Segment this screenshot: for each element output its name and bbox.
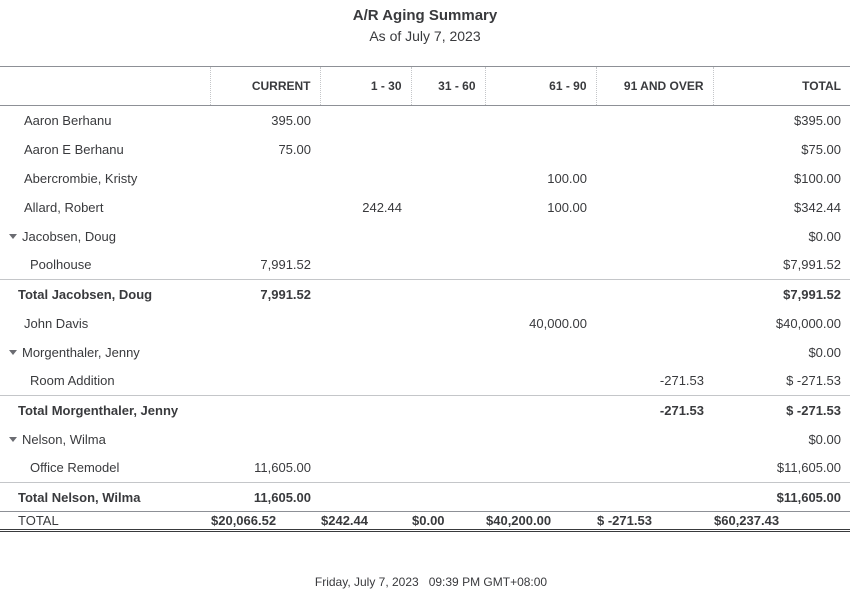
cell-total[interactable]: $11,605.00 <box>713 483 850 512</box>
grand-total-1-30[interactable]: $242.44 <box>320 512 411 531</box>
row-name-label: Allard, Robert <box>24 199 104 215</box>
cell-61-90 <box>485 396 596 425</box>
cell-1-30 <box>320 367 411 396</box>
column-header-total[interactable]: TOTAL <box>713 67 850 106</box>
customer-group-row <box>0 425 850 454</box>
cell-1-30 <box>320 251 411 280</box>
project-row <box>0 251 850 280</box>
report-date-subtitle: As of July 7, 2023 <box>369 28 481 44</box>
cell-61-90[interactable]: 100.00 <box>547 199 587 215</box>
cell-total[interactable]: $40,000.00 <box>775 315 841 331</box>
row-name-label: Total Nelson, Wilma <box>18 489 141 505</box>
grand-total-91-and-over[interactable]: $ -271.53 <box>596 512 713 531</box>
cell-total[interactable]: $342.44 <box>794 199 841 215</box>
cell-61-90 <box>485 425 596 454</box>
cell-61-90 <box>485 106 596 135</box>
cell-61-90[interactable]: 100.00 <box>547 170 587 186</box>
row-name-cell[interactable] <box>0 396 210 425</box>
report-timestamp-footer: Friday, July 7, 2023 09:39 PM GMT+08:00 <box>314 575 548 589</box>
cell-91-and-over <box>596 309 713 338</box>
cell-91-and-over <box>596 135 713 164</box>
column-header-name[interactable] <box>0 67 210 106</box>
cell-total[interactable]: $0.00 <box>808 228 841 244</box>
cell-1-30 <box>320 222 411 251</box>
grand-total-31-60[interactable]: $0.00 <box>411 512 485 531</box>
row-name-label: Jacobsen, Doug <box>22 228 116 244</box>
row-name-label: Morgenthaler, Jenny <box>22 344 140 360</box>
customer-total-row <box>0 483 850 512</box>
cell-61-90 <box>485 222 596 251</box>
cell-91-and-over <box>596 280 713 309</box>
row-name-label: Room Addition <box>30 373 115 389</box>
customer-group-row <box>0 222 850 251</box>
cell-31-60 <box>411 135 485 164</box>
cell-91-and-over[interactable]: -271.53 <box>659 373 704 389</box>
cell-current <box>210 367 320 396</box>
cell-total[interactable]: $7,991.52 <box>783 257 841 273</box>
column-header-91-and-over[interactable]: 91 AND OVER <box>596 67 713 106</box>
collapse-caret-icon[interactable] <box>9 350 17 355</box>
row-name-label: Poolhouse <box>30 257 92 273</box>
cell-91-and-over <box>596 193 713 222</box>
project-row <box>0 367 850 396</box>
cell-91-and-over <box>596 483 713 512</box>
row-name-label: Total Morgenthaler, Jenny <box>18 402 179 418</box>
table-row <box>0 106 850 135</box>
cell-61-90 <box>485 483 596 512</box>
row-name-cell[interactable] <box>0 483 210 512</box>
cell-current <box>210 396 320 425</box>
cell-91-and-over <box>596 164 713 193</box>
customer-total-row <box>0 280 850 309</box>
row-name-label: Abercrombie, Kristy <box>24 170 138 186</box>
cell-61-90 <box>485 454 596 483</box>
cell-31-60 <box>411 193 485 222</box>
cell-31-60 <box>411 222 485 251</box>
report-rows <box>0 106 850 512</box>
customer-group-row <box>0 338 850 367</box>
cell-91-and-over <box>596 425 713 454</box>
table-row <box>0 309 850 338</box>
cell-61-90 <box>485 280 596 309</box>
cell-31-60 <box>411 425 485 454</box>
cell-current <box>210 338 320 367</box>
cell-1-30[interactable]: 242.44 <box>362 199 402 215</box>
row-name-cell[interactable] <box>0 222 210 251</box>
cell-total[interactable]: $11,605.00 <box>776 460 841 476</box>
row-name-cell[interactable] <box>0 251 210 280</box>
cell-total[interactable]: $7,991.52 <box>713 280 850 309</box>
column-header-current[interactable]: CURRENT <box>210 67 320 106</box>
grand-total-label: TOTAL <box>0 512 210 531</box>
cell-1-30 <box>320 280 411 309</box>
aging-table <box>0 66 850 532</box>
customer-total-row <box>0 396 850 425</box>
row-name-cell[interactable] <box>0 425 210 454</box>
column-header-1-30[interactable]: 1 - 30 <box>320 67 411 106</box>
cell-31-60 <box>411 483 485 512</box>
cell-current <box>210 164 320 193</box>
cell-31-60 <box>411 338 485 367</box>
cell-31-60 <box>411 251 485 280</box>
grand-total-total[interactable]: $60,237.43 <box>713 512 850 531</box>
cell-total[interactable]: $0.00 <box>808 431 841 447</box>
cell-61-90[interactable]: 40,000.00 <box>529 315 587 331</box>
cell-61-90 <box>485 251 596 280</box>
cell-current <box>210 425 320 454</box>
cell-current <box>210 193 320 222</box>
cell-current[interactable]: 11,605.00 <box>254 460 311 476</box>
row-name-cell[interactable] <box>0 309 210 338</box>
column-header-61-90[interactable]: 61 - 90 <box>485 67 596 106</box>
cell-31-60 <box>411 280 485 309</box>
cell-current[interactable]: 75.00 <box>278 141 311 157</box>
cell-1-30 <box>320 425 411 454</box>
row-name-cell[interactable] <box>0 135 210 164</box>
cell-current[interactable]: 11,605.00 <box>210 483 320 512</box>
cell-total[interactable]: $ -271.53 <box>713 396 850 425</box>
row-name-cell[interactable] <box>0 280 210 309</box>
cell-1-30 <box>320 396 411 425</box>
row-name-cell[interactable] <box>0 454 210 483</box>
row-name-label: John Davis <box>24 315 89 331</box>
row-name-label: Total Jacobsen, Doug <box>18 286 153 302</box>
cell-61-90 <box>485 135 596 164</box>
column-header-row <box>0 67 850 106</box>
cell-91-and-over <box>596 106 713 135</box>
table-row <box>0 193 850 222</box>
cell-total[interactable]: $100.00 <box>794 170 841 186</box>
cell-91-and-over <box>596 338 713 367</box>
cell-current <box>210 222 320 251</box>
cell-total[interactable]: $ -271.53 <box>786 373 841 389</box>
row-name-label: Aaron Berhanu <box>24 112 112 128</box>
cell-1-30 <box>320 135 411 164</box>
cell-91-and-over <box>596 222 713 251</box>
cell-61-90 <box>485 367 596 396</box>
cell-current[interactable]: 7,991.52 <box>260 257 311 273</box>
row-name-cell[interactable] <box>0 106 210 135</box>
cell-31-60 <box>411 367 485 396</box>
cell-31-60 <box>411 396 485 425</box>
row-name-cell[interactable] <box>0 338 210 367</box>
cell-current <box>210 309 320 338</box>
cell-31-60 <box>411 106 485 135</box>
cell-total[interactable]: $75.00 <box>801 141 841 157</box>
row-name-cell[interactable] <box>0 164 210 193</box>
cell-total[interactable]: $0.00 <box>808 344 841 360</box>
cell-31-60 <box>411 454 485 483</box>
row-name-label: Aaron E Berhanu <box>24 141 124 157</box>
collapse-caret-icon[interactable] <box>9 234 17 239</box>
cell-31-60 <box>411 309 485 338</box>
cell-1-30 <box>320 309 411 338</box>
cell-91-and-over <box>596 454 713 483</box>
grand-total-61-90[interactable]: $40,200.00 <box>485 512 596 531</box>
grand-total-row <box>0 512 850 531</box>
row-name-cell[interactable] <box>0 367 210 396</box>
cell-31-60 <box>411 164 485 193</box>
cell-61-90 <box>485 338 596 367</box>
column-header-31-60[interactable]: 31 - 60 <box>411 67 485 106</box>
project-row <box>0 454 850 483</box>
row-name-label: Nelson, Wilma <box>22 431 106 447</box>
row-name-cell[interactable] <box>0 193 210 222</box>
cell-1-30 <box>320 454 411 483</box>
collapse-caret-icon[interactable] <box>9 437 17 442</box>
cell-current[interactable]: 7,991.52 <box>210 280 320 309</box>
cell-1-30 <box>320 164 411 193</box>
table-row <box>0 135 850 164</box>
table-row <box>0 164 850 193</box>
cell-total[interactable]: $395.00 <box>794 112 841 128</box>
grand-total-current[interactable]: $20,066.52 <box>210 512 320 531</box>
cell-1-30 <box>320 338 411 367</box>
cell-current[interactable]: 395.00 <box>271 112 311 128</box>
cell-91-and-over[interactable]: -271.53 <box>596 396 713 425</box>
cell-1-30 <box>320 106 411 135</box>
row-name-label: Office Remodel <box>30 460 120 476</box>
report-title: A/R Aging Summary <box>352 7 498 24</box>
cell-91-and-over <box>596 251 713 280</box>
cell-1-30 <box>320 483 411 512</box>
